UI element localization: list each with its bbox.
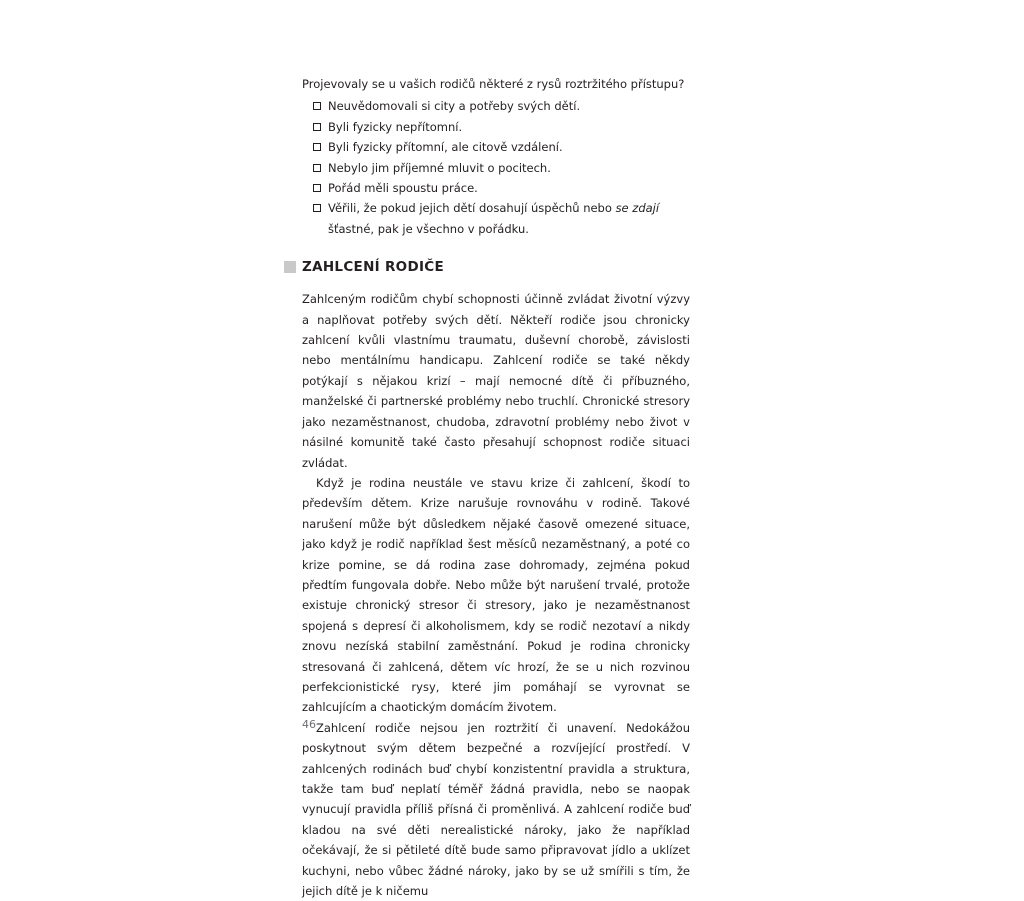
checkbox-icon bbox=[313, 123, 321, 131]
emphasized-text: se zdají bbox=[615, 201, 660, 216]
checklist-item bbox=[302, 178, 690, 198]
checklist-item-text-start: Věřili, že pokud jejich dětí dosahují úspěchů nebo bbox=[328, 201, 616, 216]
checkbox-icon bbox=[313, 102, 321, 110]
checklist-item bbox=[302, 158, 690, 178]
checklist-item bbox=[302, 137, 690, 157]
checklist-item-text: Byli fyzicky nepřítomní. bbox=[328, 119, 463, 134]
body-paragraph: Když je rodina neustále ve stavu krize či zahlcení, škodí to především dětem. Krize narušuje rovnováhu v rodině. Takové narušení může být důsledkem nějaké časově omezené situace, jako když je rodič například šest měsíců nezaměstnaný, a poté co krize pomine, se dá rodina zase dohromady, zejména pokud předtím fungovala dobře. Nebo může být narušení trvalé, protože existuje chronický stresor či stresory, jako je nezaměstnanost spojená s depresí či alkoholismem, kdy se rodič nezotaví a nikdy znovu nezíská stabilní zaměstnání. Pokud je rodina chronicky stresovaná či zahlcená, dětem víc hrozí, že se u nich rozvinou perfekcionistické rysy, které jim pomáhají se vyrovnat se zahlcujícím a chaotickým domácím životem. bbox=[302, 475, 690, 715]
checkbox-icon bbox=[313, 164, 321, 172]
checklist-item-text-end: šťastné, pak je všechno v pořádku. bbox=[328, 221, 529, 236]
section-heading: ZAHLCENÍ RODIČE bbox=[302, 259, 445, 276]
section-heading-block bbox=[302, 257, 690, 279]
checkbox-icon bbox=[313, 184, 321, 192]
checklist-item-text: Byli fyzicky přítomní, ale citově vzdálení. bbox=[328, 140, 563, 155]
checklist-item bbox=[302, 96, 690, 116]
checklist-item-text bbox=[328, 201, 659, 235]
page-number: 46 bbox=[302, 718, 316, 731]
checklist-item bbox=[302, 117, 690, 137]
checklist-item-text: Pořád měli spoustu práce. bbox=[328, 181, 478, 196]
page-content bbox=[302, 74, 690, 901]
body-paragraph: Zahlceným rodičům chybí schopnosti účinně zvládat životní výzvy a naplňovat potřeby svých dětí. Někteří rodiče jsou chronicky zahlcení kvůli vlastnímu traumatu, duševní chorobě, závislosti nebo mentálnímu handicapu. Zahlcení rodiče se také někdy potýkají s nějakou krizí – mají nemocné dítě či příbuzného, manželské či partnerské problémy nebo truchlí. Chronické stresory jako nezaměstnanost, chudoba, zdravotní problémy nebo život v násilné komunitě také často přesahují schopnost rodiče situaci zvládat. bbox=[302, 292, 690, 470]
checklist-question: Projevovaly se u vašich rodičů některé z rysů roztržitého přístupu? bbox=[302, 77, 685, 91]
body-paragraph: Zahlcení rodiče nejsou jen roztržití či unavení. Nedokážou poskytnout svým dětem bezpečné a rozvíjející prostředí. V zahlcených rodinách buď chybí konzistentní pravidla a struktura, takže tam buď neplatí téměř žádná pravidla, nebo se naopak vynucují pravidla příliš přísná či proměnlivá. A zahlcení rodiče buď kladou na své děti nerealistické nároky, jako že například očekávají, že si pětileté dítě bude samo připravovat jídlo a uklízet kuchyni, nebo vůbec žádné nároky, jako by se už smířili s tím, že jejich dítě je k ničemu bbox=[302, 720, 690, 899]
checklist-item bbox=[302, 198, 690, 239]
checklist bbox=[302, 96, 690, 239]
checklist-item-text: Neuvědomovali si city a potřeby svých dětí. bbox=[328, 99, 581, 114]
checkbox-icon bbox=[313, 204, 321, 212]
checklist-item-text: Nebylo jim příjemné mluvit o pocitech. bbox=[328, 160, 551, 175]
checkbox-icon bbox=[313, 143, 321, 151]
heading-square-icon bbox=[284, 261, 296, 273]
